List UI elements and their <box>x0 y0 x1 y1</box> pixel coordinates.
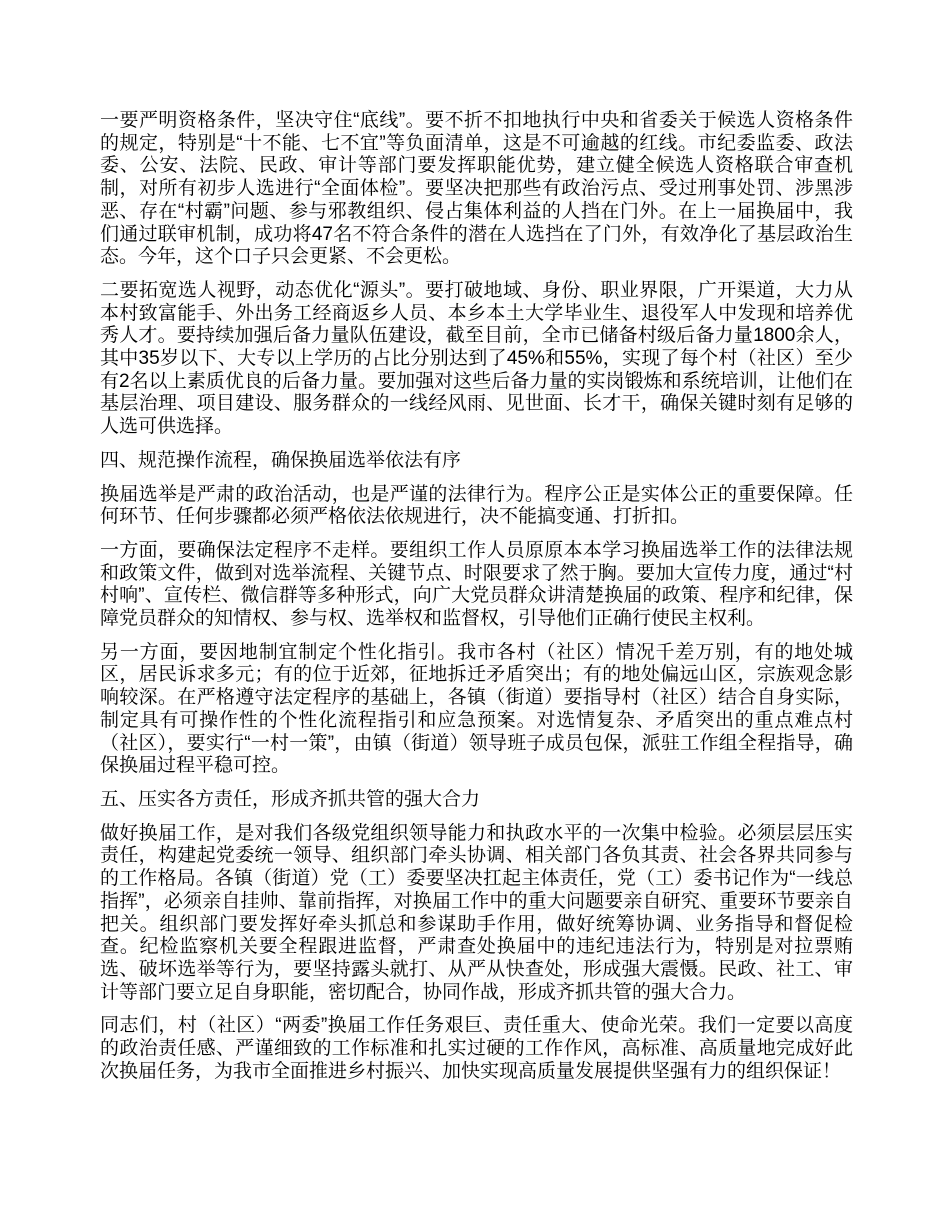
paragraph-localized-guidance: 另一方面，要因地制宜制定个性化指引。我市各村（社区）情况千差万别，有的地处城区，居民诉求多元；有的位于近郊，征地拆迁矛盾突出；有的地处偏远山区，宗族观念影响较深。在严格遵守法定程序的基础上，各镇（街道）要指导村（社区）结合自身实际，制定具有可操作性的个性化流程指引和应急预案。对选情复杂、矛盾突出的重点难点村（社区），要实行“一村一策”，由镇（街道）领导班子成员包保，派驻工作组全程指导，确保换届过程平稳可控。 <box>100 641 853 777</box>
section-heading-5: 五、压实各方责任，形成齐抓共管的强大合力 <box>100 788 481 810</box>
paragraph-candidate-qualifications: 一要严明资格条件，坚决守住“底线”。要不折不扣地执行中央和省委关于候选人资格条件的规定，特别是“十不能、七不宜”等负面清单，这是不可逾越的红线。市纪委监委、政法委、公安、法院、民政、审计等部门要发挥职能优势，建立健全候选人资格联合审查机制，对所有初步人选进行“全面体检”。要坚决把那些有政治污点、受过刑事处罚、涉黑涉恶、存在“村霸”问题、参与邪教组织、侵占集体利益的人挡在门外。在上一届换届中，我们通过联审机制，成功将47名不符合条件的潜在人选挡在了门外，有效净化了基层政治生态。今年，这个口子只会更紧、不会更松。 <box>100 110 853 268</box>
paragraph-legal-process-intro: 换届选举是严肃的政治活动，也是严谨的法律行为。程序公正是实体公正的重要保障。任何环节、任何步骤都必须严格依法依规进行，决不能搞变通、打折扣。 <box>100 483 853 528</box>
paragraph-statutory-procedure: 一方面，要确保法定程序不走样。要组织工作人员原原本本学习换届选举工作的法律法规和政策文件，做到对选举流程、关键节点、时限要求了然于胸。要加大宣传力度，通过“村村响”、宣传栏、微信群等多种形式，向广大党员群众讲清楚换届的政策、程序和纪律，保障党员群众的知情权、参与权、选举权和监督权，引导他们正确行使民主权利。 <box>100 539 853 630</box>
paragraph-closing: 同志们，村（社区）“两委”换届工作任务艰巨、责任重大、使命光荣。我们一定要以高度的政治责任感、严谨细致的工作标准和扎实过硬的工作作风，高标准、高质量地完成好此次换届任务，为我市全面推进乡村振兴、加快实现高质量发展提供坚强有力的组织保证！ <box>100 1015 853 1082</box>
paragraph-responsibility: 做好换届工作，是对我们各级党组织领导能力和执政水平的一次集中检验。必须层层压实责任，构建起党委统一领导、组织部门牵头协调、相关部门各负其责、社会各界共同参与的工作格局。各镇（街道）党（工）委要坚决扛起主体责任，党（工）委书记作为“一线总指挥”，必须亲自挂帅、靠前指挥，对换届工作中的重大问题要亲自研究、重要环节要亲自把关。组织部门要发挥好牵头抓总和参谋助手作用，做好统筹协调、业务指导和督促检查。纪检监察机关要全程跟进监督，严肃查处换届中的违纪违法行为，特别是对拉票贿选、破坏选举等行为，要坚持露头就打、从严从快查处，形成强大震慑。民政、社工、审计等部门要立足自身职能，密切配合，协同作战，形成齐抓共管的强大合力。 <box>100 822 853 1003</box>
document-body <box>100 110 853 1083</box>
paragraph-talent-pool: 二要拓宽选人视野，动态优化“源头”。要打破地域、身份、职业界限，广开渠道，大力从本村致富能手、外出务工经商返乡人员、本乡本土大学毕业生、退役军人中发现和培养优秀人才。要持续加强后备力量队伍建设，截至目前，全市已储备村级后备力量1800余人，其中35岁以下、大专以上学历的占比分别达到了45%和55%，实现了每个村（社区）至少有2名以上素质优良的后备力量。要加强对这些后备力量的实岗锻炼和系统培训，让他们在基层治理、项目建设、服务群众的一线经风雨、见世面、长才干，确保关键时刻有足够的人选可供选择。 <box>100 279 853 438</box>
section-heading-4: 四、规范操作流程，确保换届选举依法有序 <box>100 449 462 471</box>
